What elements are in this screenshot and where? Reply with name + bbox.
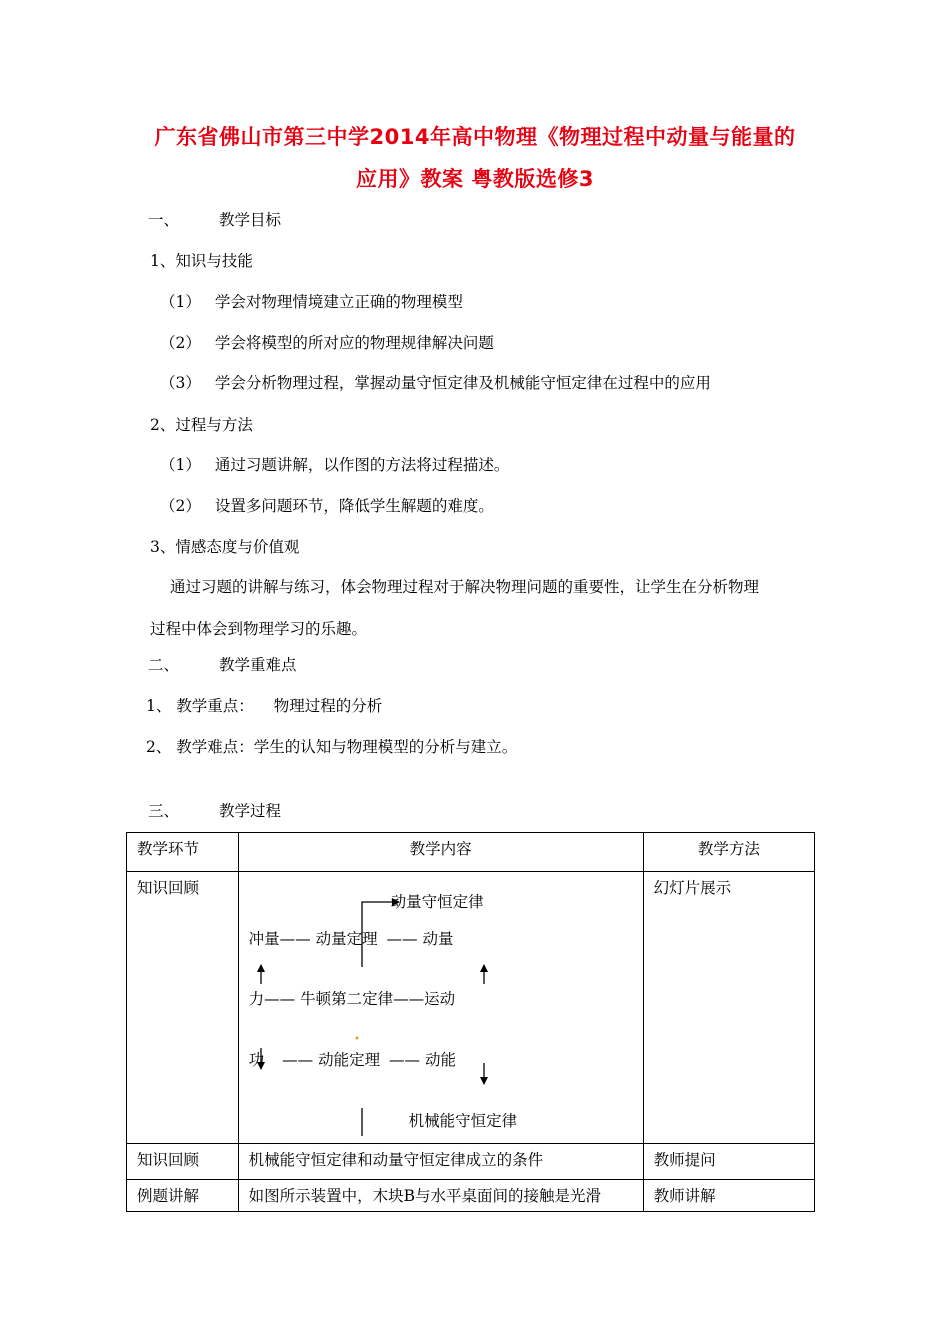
item-number: （2）: [160, 497, 201, 515]
dash-text: ——: [282, 1051, 314, 1069]
subsection3-heading: 3、情感态度与价值观: [150, 538, 300, 556]
momentum-conservation-label: 动量守恒定律: [390, 893, 484, 911]
table-row: [127, 1180, 815, 1212]
table-cell-stage: 例题讲解: [127, 1180, 239, 1212]
objective-item: [160, 331, 494, 353]
table-row: [127, 1144, 815, 1180]
attitude-paragraph-line1: 通过习题的讲解与练习，体会物理过程对于解决物理问题的重要性，让学生在分析物理: [170, 578, 760, 596]
item-number: （3）: [160, 374, 201, 392]
table-cell-method: 幻灯片展示: [643, 872, 814, 1144]
section1-number: 一、: [148, 211, 180, 229]
dash-text: ——: [389, 1051, 421, 1069]
work-row: [249, 1048, 456, 1070]
arrow-to-energy-conservation: [362, 1108, 397, 1136]
force-row: [249, 987, 455, 1009]
impulse-text: 冲量——: [248, 930, 311, 948]
subsection1-heading: 1、知识与技能: [150, 252, 253, 270]
item-text: 学会对物理情境建立正确的物理模型: [214, 293, 463, 311]
item-number: （2）: [160, 334, 201, 352]
difficult-point-label: 2、 教学难点：: [146, 738, 254, 756]
table-header-cell: 教学环节: [127, 833, 239, 872]
item-number: （1）: [160, 456, 201, 474]
table-cell-content: 机械能守恒定律和动量守恒定律成立的条件: [238, 1144, 643, 1180]
work-text: 功: [248, 1051, 265, 1069]
impulse-row: [249, 927, 454, 949]
dash-text: ——: [386, 930, 418, 948]
method-item: [160, 453, 509, 475]
key-point-value: 物理过程的分析: [273, 697, 383, 715]
table-cell-method: 教师提问: [643, 1144, 814, 1180]
section1-title: 教学目标: [219, 211, 282, 229]
momentum-theorem-text: 动量定理: [315, 930, 378, 948]
section2-heading: [148, 653, 297, 675]
item-text: 学会将模型的所对应的物理规律解决问题: [214, 334, 494, 352]
method-item: [160, 494, 494, 516]
objective-item: [160, 290, 463, 312]
objective-item: [160, 371, 711, 393]
table-cell-content: [238, 872, 643, 1144]
subsection2-heading: 2、过程与方法: [150, 416, 253, 434]
table-cell-stage: 知识回顾: [127, 872, 239, 1144]
document-title-line1: 广东省佛山市第三中学2014年高中物理《物理过程中动量与能量的: [154, 125, 796, 149]
item-text: 设置多问题环节，降低学生解题的难度。: [214, 497, 494, 515]
energy-conservation-label: 机械能守恒定律: [408, 1112, 518, 1130]
table-header-row: [127, 833, 815, 872]
momentum-text: 动量: [422, 930, 454, 948]
knowledge-diagram: [239, 872, 643, 1136]
kinetic-theorem-text: 动能定理: [318, 1051, 381, 1069]
newton-second-law-text: 牛顿第二定律: [300, 990, 394, 1008]
key-point: [146, 694, 382, 716]
table-cell-stage: 知识回顾: [127, 1144, 239, 1180]
document-title-line2: 应用》教案 粤教版选修3: [356, 167, 594, 191]
section2-number: 二、: [148, 656, 180, 674]
table-cell-content: 如图所示装置中，木块B与水平桌面间的接触是光滑: [238, 1180, 643, 1212]
difficult-point: [146, 735, 517, 757]
section2-title: 教学重难点: [219, 656, 297, 674]
table-header-cell: 教学内容: [238, 833, 643, 872]
item-text: 学会分析物理过程，掌握动量守恒定律及机械能守恒定律在过程中的应用: [214, 374, 711, 392]
motion-text: ——运动: [393, 990, 456, 1008]
item-number: （1）: [160, 293, 201, 311]
force-text: 力——: [248, 990, 296, 1008]
section3-title: 教学过程: [219, 802, 282, 820]
kinetic-energy-text: 动能: [424, 1051, 456, 1069]
key-point-label: 1、 教学重点：: [146, 697, 254, 715]
item-text: 通过习题讲解，以作图的方法将过程描述。: [214, 456, 510, 474]
difficult-point-value: 学生的认知与物理模型的分析与建立。: [253, 738, 518, 756]
table-header-cell: 教学方法: [643, 833, 814, 872]
margin-dot: [355, 1037, 358, 1040]
attitude-paragraph-line2: 过程中体会到物理学习的乐趣。: [150, 620, 368, 638]
table-cell-method: 教师讲解: [643, 1180, 814, 1212]
section3-number: 三、: [148, 802, 180, 820]
teaching-process-table: [126, 832, 815, 1212]
section1-heading: [148, 208, 281, 230]
section3-heading: [148, 799, 281, 821]
table-row: [127, 872, 815, 1144]
